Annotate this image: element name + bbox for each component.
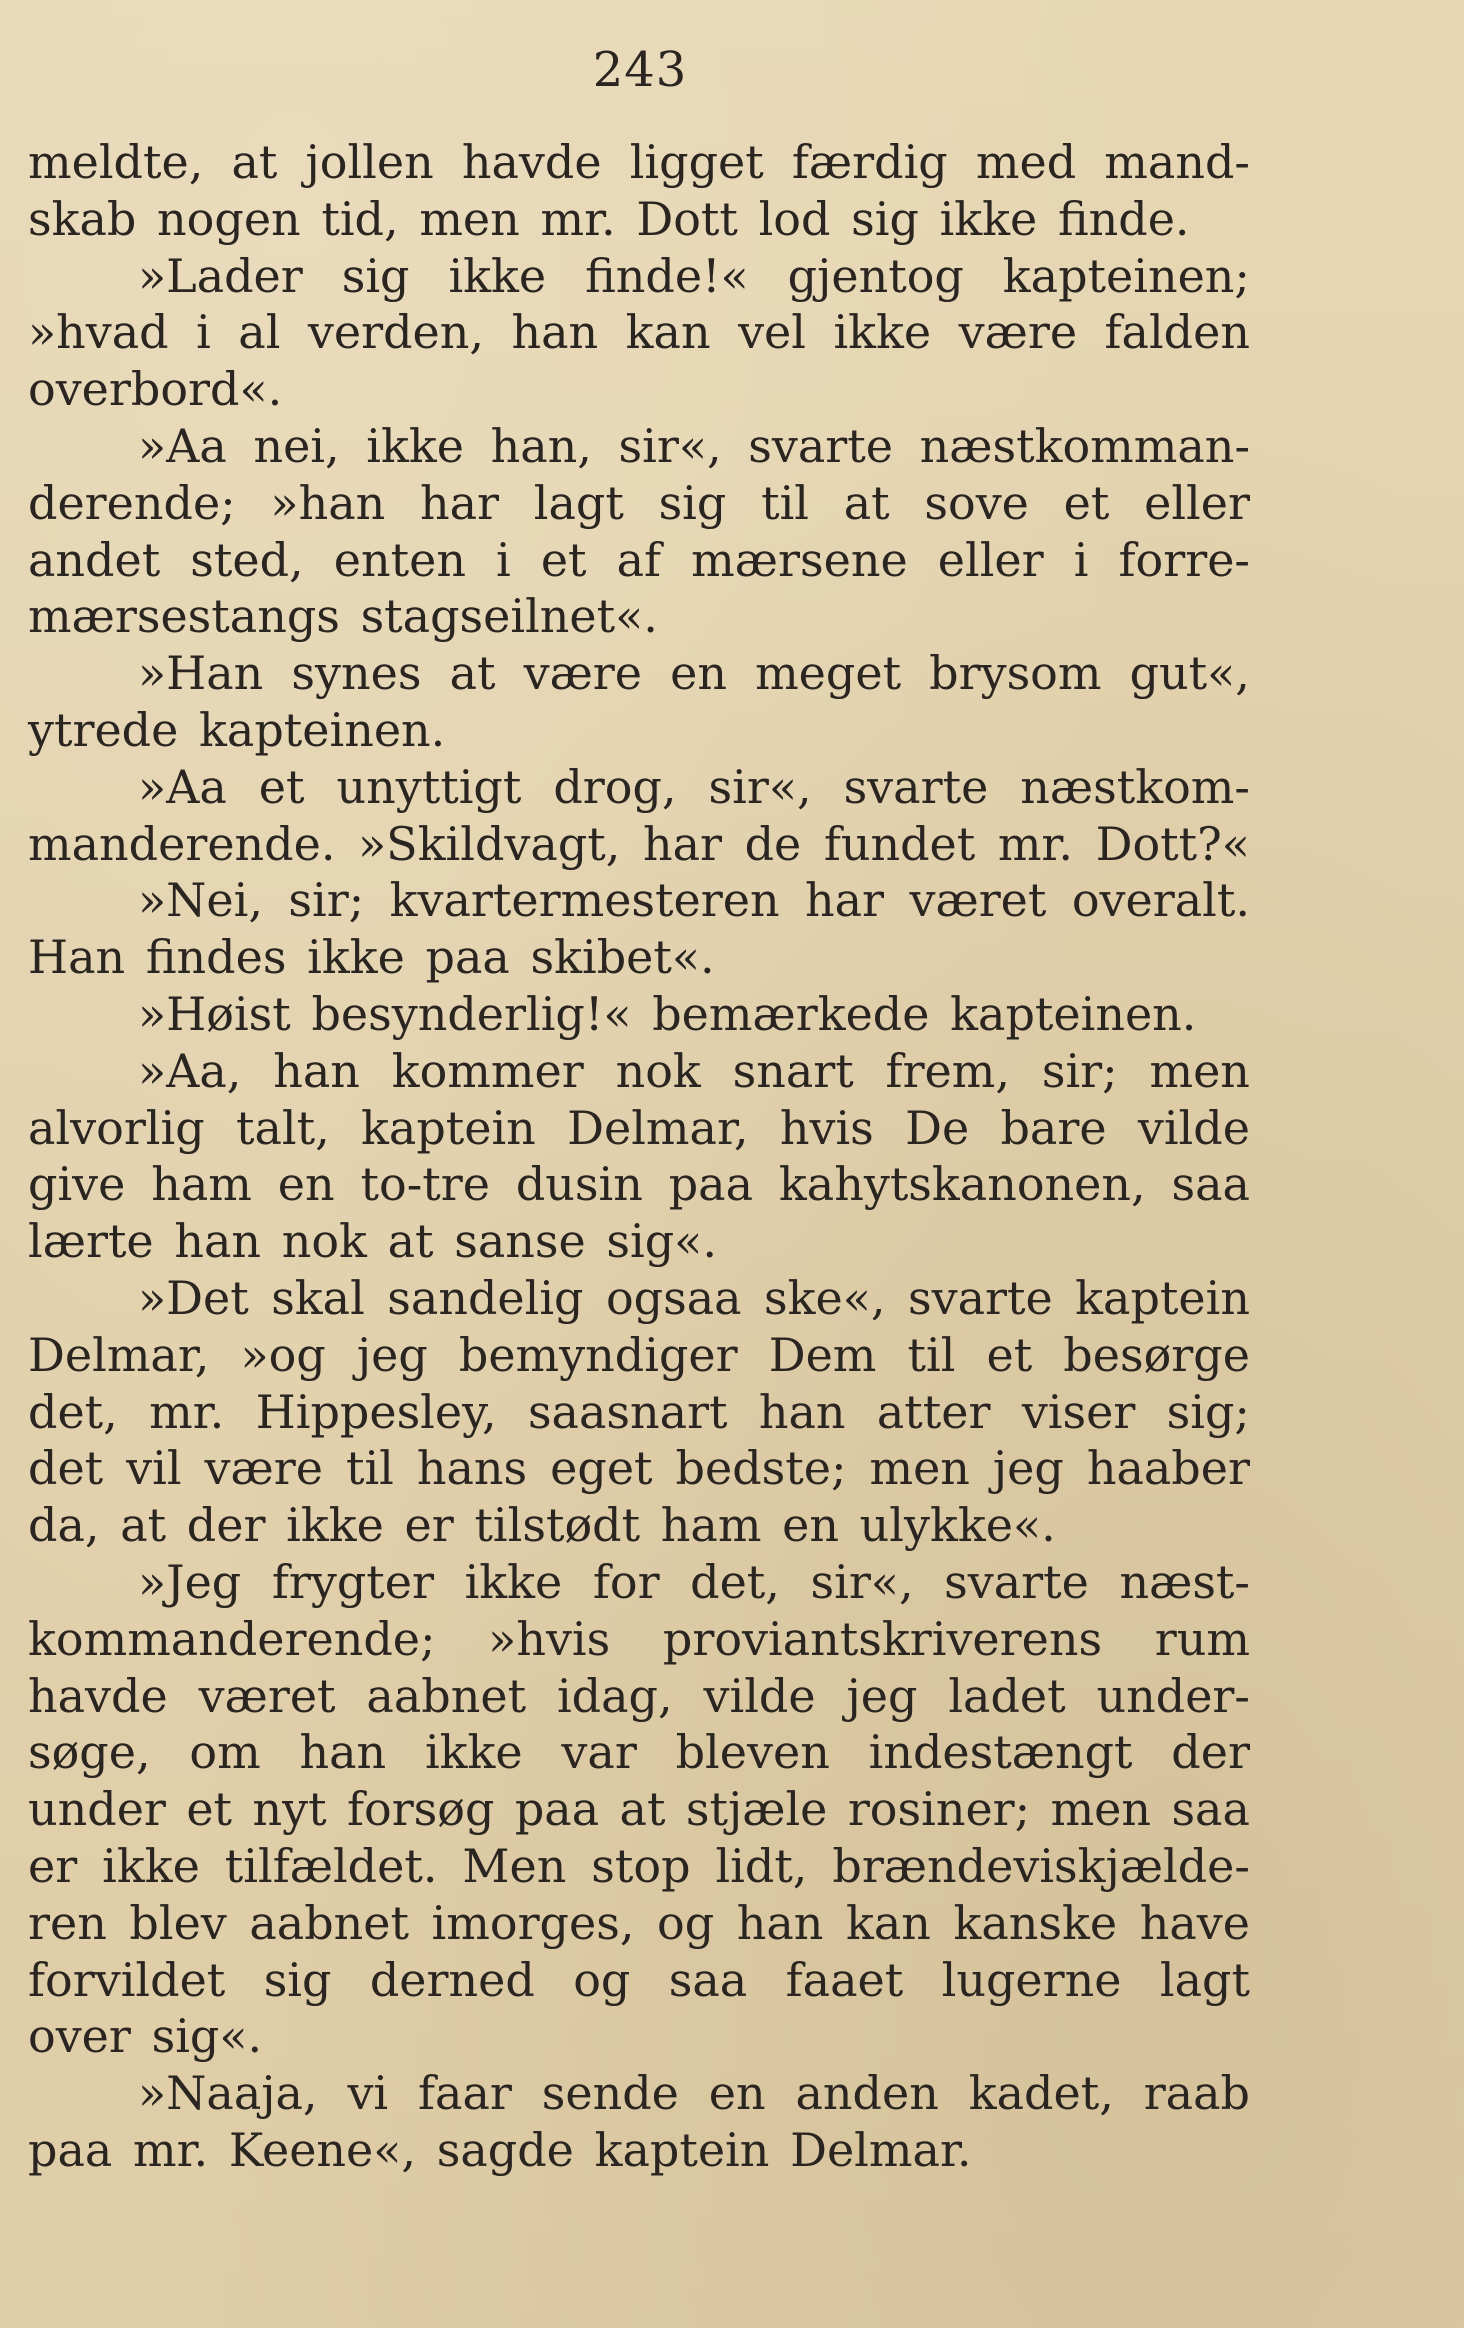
word: »Aa,	[138, 1043, 242, 1098]
word: svarte	[748, 418, 893, 473]
word: faar	[418, 2066, 512, 2121]
word: finde.	[1057, 191, 1190, 246]
word: jeg	[846, 1668, 918, 1723]
word: stop	[591, 1838, 691, 1893]
text-line	[28, 1384, 1250, 1441]
text-line	[28, 1895, 1250, 1952]
word: sir«,	[810, 1554, 914, 1609]
word: meldte,	[28, 135, 204, 189]
word: at	[120, 1498, 167, 1553]
word: været	[198, 1668, 336, 1723]
word: unyttigt	[336, 759, 522, 814]
word: overbord«.	[28, 362, 283, 417]
word: kaptein	[1075, 1270, 1250, 1325]
word: ogsaa	[605, 1270, 742, 1325]
word: kahytskanonen,	[778, 1157, 1146, 1212]
word: være	[958, 305, 1078, 360]
text-line	[28, 1100, 1250, 1157]
word: andet	[28, 532, 161, 587]
word: verden,	[307, 305, 485, 360]
word: han	[511, 305, 599, 360]
word: der	[186, 1498, 266, 1553]
text-line	[28, 475, 1250, 532]
word: frygter	[271, 1554, 434, 1609]
word: vel	[738, 305, 806, 360]
text-line	[28, 2122, 1250, 2179]
word: synes	[291, 646, 422, 701]
word: finde!«	[585, 248, 749, 303]
word: rosiner;	[847, 1782, 1031, 1837]
word: rum	[1154, 1611, 1250, 1666]
word: atter	[876, 1384, 991, 1439]
word: kan	[845, 1895, 931, 1950]
word: indestængt	[868, 1725, 1133, 1780]
word: sig	[851, 191, 919, 246]
word: imorges,	[431, 1895, 635, 1950]
word: gut«,	[1129, 646, 1250, 701]
word: saa	[1171, 1782, 1250, 1837]
word: over	[28, 2009, 131, 2064]
word: sagde	[436, 2122, 574, 2177]
word: bleven	[675, 1725, 830, 1780]
text-line	[28, 1043, 1250, 1100]
word: ham	[151, 1157, 252, 1212]
word: al	[238, 305, 281, 360]
word: en	[277, 1157, 335, 1212]
word: ikke	[424, 1725, 523, 1780]
text-line	[28, 2008, 1250, 2065]
text-line	[28, 1327, 1250, 1384]
word: ikke	[448, 248, 547, 303]
word: næst-	[1119, 1554, 1250, 1609]
word: sig«.	[606, 1214, 717, 1269]
word: ulykke«.	[859, 1498, 1056, 1553]
word: at	[387, 1214, 434, 1269]
word: vil	[126, 1441, 182, 1496]
text-line	[28, 361, 1250, 418]
word: eller	[937, 532, 1044, 587]
word: mr.	[149, 1384, 225, 1439]
word: overalt.	[1071, 873, 1250, 928]
word: »Aa	[138, 759, 227, 814]
word: eller	[1144, 475, 1250, 530]
word: paa	[28, 2122, 113, 2177]
word: da,	[28, 1498, 100, 1553]
text-line	[28, 588, 1250, 645]
word: en	[670, 646, 727, 701]
word: »Lader	[138, 248, 303, 303]
word: jeg	[356, 1327, 428, 1382]
word: »hvis	[488, 1611, 611, 1666]
text-line	[28, 1554, 1250, 1611]
word: han	[174, 1214, 262, 1269]
word: give	[28, 1157, 126, 1212]
word: Delmar,	[567, 1100, 749, 1155]
word: sig	[341, 248, 410, 303]
word: og	[573, 1952, 631, 2007]
word: skab	[28, 191, 137, 246]
word: men	[869, 1441, 970, 1496]
word: sig	[658, 475, 727, 530]
word: stagseilnet«.	[360, 589, 658, 644]
word: skal	[271, 1270, 365, 1325]
word: paa	[668, 1157, 754, 1212]
text-line	[28, 1838, 1250, 1895]
word: svarte	[843, 759, 989, 814]
word: kommanderende;	[28, 1611, 436, 1666]
word: to-tre	[360, 1157, 490, 1212]
text-line	[28, 929, 1250, 986]
word: faaet	[785, 1952, 904, 2007]
word: idag,	[556, 1668, 673, 1723]
word: Dott?«	[1095, 816, 1250, 871]
word: ren	[28, 1895, 107, 1950]
word: Keene«,	[228, 2122, 417, 2177]
word: men	[1050, 1782, 1152, 1837]
word: nyt	[252, 1782, 327, 1837]
word: have	[1139, 1895, 1250, 1950]
text-line	[28, 248, 1250, 305]
word: i	[196, 305, 211, 360]
word: det,	[28, 1384, 118, 1439]
word: nok	[281, 1214, 367, 1269]
word: der	[1171, 1725, 1250, 1780]
word: Delmar.	[790, 2122, 972, 2177]
word: kapteinen.	[199, 702, 446, 757]
word: nei,	[253, 418, 340, 473]
text-line	[28, 1668, 1250, 1725]
word: De	[905, 1100, 970, 1155]
word: for	[592, 1554, 660, 1609]
word: være	[204, 1441, 323, 1496]
word: af	[616, 532, 662, 587]
word: sig«.	[151, 2009, 263, 2064]
word: kaptein	[361, 1100, 536, 1155]
word: paa	[425, 930, 510, 985]
word: paa	[514, 1782, 600, 1837]
word: besørge	[1063, 1327, 1250, 1382]
word: kapteinen;	[1002, 248, 1250, 303]
word: næstkom-	[1020, 759, 1250, 814]
word: et	[986, 1327, 1033, 1382]
word: saa	[1171, 1157, 1250, 1212]
word: sove	[924, 475, 1029, 530]
word: tid,	[321, 191, 399, 246]
word: eget	[550, 1441, 653, 1496]
word: frem,	[885, 1043, 1011, 1098]
text-line	[28, 418, 1250, 475]
word: sted,	[190, 532, 304, 587]
word: vilde	[1137, 1100, 1250, 1155]
word: i	[1073, 532, 1089, 587]
word: bedste;	[675, 1441, 847, 1496]
word: han	[273, 1043, 360, 1098]
word: manderende.	[28, 816, 336, 871]
text-line	[28, 1497, 1250, 1554]
word: »Skildvagt,	[358, 816, 621, 871]
word: »Det	[138, 1270, 249, 1325]
word: sir;	[288, 873, 365, 928]
word: stjæle	[685, 1782, 828, 1837]
word: under-	[1096, 1668, 1250, 1723]
word: falden	[1104, 305, 1250, 360]
word: en	[708, 2066, 766, 2121]
word: ligget	[629, 135, 764, 189]
word: har	[642, 816, 723, 871]
word: været	[909, 873, 1047, 928]
word: være	[523, 646, 643, 701]
word: forre-	[1118, 532, 1250, 587]
word: forvildet	[28, 1952, 226, 2007]
word: Men	[462, 1838, 567, 1893]
word: at	[449, 646, 496, 701]
text-line	[28, 134, 1250, 191]
word: Dott	[636, 191, 738, 246]
word: »Nei,	[138, 873, 263, 928]
word: bemyndiger	[458, 1327, 738, 1382]
word: ham	[660, 1498, 762, 1553]
word: men	[1149, 1043, 1250, 1098]
word: til	[907, 1327, 956, 1382]
word: at	[231, 135, 278, 189]
word: viser	[1021, 1384, 1136, 1439]
word: har	[805, 873, 885, 928]
word: lugerne	[941, 1952, 1122, 2007]
word: »Naaja,	[138, 2066, 318, 2121]
word: lærte	[28, 1214, 154, 1269]
word: kommer	[391, 1043, 584, 1098]
word: svarte	[907, 1270, 1053, 1325]
word: proviantskriverens	[662, 1611, 1103, 1666]
word: besynderlig!«	[311, 986, 632, 1041]
word: mr.	[997, 816, 1073, 871]
word: raab	[1143, 2066, 1250, 2121]
word: under	[28, 1782, 166, 1837]
word: med	[975, 135, 1077, 189]
word: et	[540, 532, 587, 587]
word: sende	[541, 2066, 679, 2121]
word: mærsestangs	[28, 589, 340, 644]
word: dusin	[515, 1157, 643, 1212]
word: kanske	[953, 1895, 1118, 1950]
word: at	[843, 475, 890, 530]
word: Delmar,	[28, 1327, 210, 1382]
text-line	[28, 304, 1250, 361]
word: nogen	[157, 191, 301, 246]
word: sandelig	[387, 1270, 584, 1325]
word: havde	[461, 135, 602, 189]
word: næstkomman-	[919, 418, 1250, 473]
word: blev	[129, 1895, 227, 1950]
word: ikke	[102, 1838, 200, 1893]
word: mr.	[540, 191, 616, 246]
word: fundet	[823, 816, 976, 871]
word: forsøg	[346, 1782, 495, 1837]
word: »han	[270, 475, 386, 530]
word: har	[419, 475, 500, 530]
word: til	[761, 475, 809, 530]
word: bemærkede	[652, 986, 930, 1041]
text-line	[28, 1724, 1250, 1781]
word: og	[657, 1895, 715, 1950]
text-line	[28, 645, 1250, 702]
word: var	[561, 1725, 637, 1780]
word: tilstødt	[474, 1498, 641, 1553]
word: lidt,	[715, 1838, 808, 1893]
word: lagt	[1159, 1952, 1250, 2007]
word: kan	[625, 305, 711, 360]
word: »Han	[138, 646, 264, 701]
word: derned	[369, 1952, 535, 2007]
word: saasnart	[527, 1384, 728, 1439]
word: et	[186, 1782, 233, 1837]
word: talt,	[235, 1100, 330, 1155]
word: sir«,	[618, 418, 722, 473]
page-number: 243	[592, 42, 688, 98]
word: en	[782, 1498, 839, 1553]
word: vilde	[703, 1668, 816, 1723]
word: nok	[615, 1043, 701, 1098]
text-line	[28, 1270, 1250, 1327]
word: søge,	[28, 1725, 151, 1780]
text-line	[28, 1213, 1250, 1270]
word: tilfældet.	[224, 1838, 438, 1893]
word: ikke	[286, 1498, 384, 1553]
word: »Aa	[138, 418, 227, 473]
text-line	[28, 986, 1250, 1043]
word: er	[28, 1838, 78, 1893]
text-line	[28, 1156, 1250, 1213]
text-line	[28, 2065, 1250, 2122]
word: han,	[490, 418, 592, 473]
word: ikke	[307, 930, 405, 985]
word: havde	[28, 1668, 168, 1723]
word: Han	[28, 930, 126, 985]
text-line	[28, 1440, 1250, 1497]
word: kapteinen.	[950, 986, 1197, 1041]
word: et	[258, 759, 305, 814]
word: brændeviskjælde-	[832, 1838, 1250, 1893]
word: drog,	[553, 759, 677, 814]
word: aabnet	[249, 1895, 409, 1950]
word: ske«,	[764, 1270, 886, 1325]
word: bare	[1000, 1100, 1107, 1155]
word: derende;	[28, 475, 236, 530]
word: aabnet	[366, 1668, 527, 1723]
word: han	[758, 1384, 846, 1439]
word: til	[345, 1441, 394, 1496]
word: ikke	[464, 1554, 563, 1609]
text-line	[28, 191, 1250, 248]
word: mærsene	[691, 532, 908, 587]
text-line	[28, 1952, 1250, 2009]
word: skibet«.	[530, 930, 715, 985]
text-line	[28, 532, 1250, 589]
word: saa	[668, 1952, 748, 2007]
word: det	[28, 1441, 104, 1496]
word: brysom	[929, 646, 1102, 701]
word: kaptein	[594, 2122, 770, 2177]
word: lagt	[533, 475, 624, 530]
word: »Jeg	[138, 1554, 242, 1609]
word: sir«,	[708, 759, 812, 814]
word: Hippesley,	[255, 1384, 497, 1439]
word: er	[404, 1498, 454, 1553]
word: at	[619, 1782, 666, 1837]
word: ladet	[948, 1668, 1066, 1723]
text-line	[28, 1611, 1250, 1668]
word: mr.	[132, 2122, 209, 2177]
word: ikke	[939, 191, 1038, 246]
word: vi	[347, 2066, 389, 2121]
word: færdig	[791, 135, 948, 189]
word: jeg	[992, 1441, 1064, 1496]
word: et	[1063, 475, 1110, 530]
word: Dem	[768, 1327, 877, 1382]
word: i	[496, 532, 511, 587]
word: hans	[416, 1441, 528, 1496]
word: »hvad	[28, 305, 169, 360]
word: kvartermesteren	[389, 873, 780, 928]
word: sanse	[454, 1214, 586, 1269]
word: »Høist	[138, 986, 291, 1041]
text-line	[28, 816, 1250, 873]
word: »og	[240, 1327, 326, 1382]
word: enten	[333, 532, 466, 587]
word: mand-	[1104, 135, 1250, 189]
word: haaber	[1086, 1441, 1250, 1496]
text-line	[28, 872, 1250, 929]
word: findes	[145, 930, 287, 985]
word: de	[744, 816, 802, 871]
word: det,	[690, 1554, 780, 1609]
body-text	[28, 134, 1250, 2179]
word: jollen	[305, 135, 434, 189]
text-line	[28, 1781, 1250, 1838]
word: om	[189, 1725, 261, 1780]
word: kadet,	[968, 2066, 1114, 2121]
text-line	[28, 759, 1250, 816]
word: sig;	[1166, 1384, 1250, 1439]
word: gjentog	[787, 248, 964, 303]
word: sir;	[1041, 1043, 1118, 1098]
word: han	[299, 1725, 387, 1780]
word: ikke	[833, 305, 932, 360]
word: lod	[758, 191, 831, 246]
word: hvis	[779, 1100, 874, 1155]
word: han	[736, 1895, 824, 1950]
word: svarte	[944, 1554, 1089, 1609]
word: meget	[755, 646, 902, 701]
word: men	[419, 191, 520, 246]
word: alvorlig	[28, 1100, 205, 1155]
word: sig	[263, 1952, 332, 2007]
word: snart	[732, 1043, 854, 1098]
word: anden	[795, 2066, 939, 2121]
word: ytrede	[28, 702, 179, 757]
text-line	[28, 702, 1250, 759]
word: ikke	[366, 418, 464, 473]
